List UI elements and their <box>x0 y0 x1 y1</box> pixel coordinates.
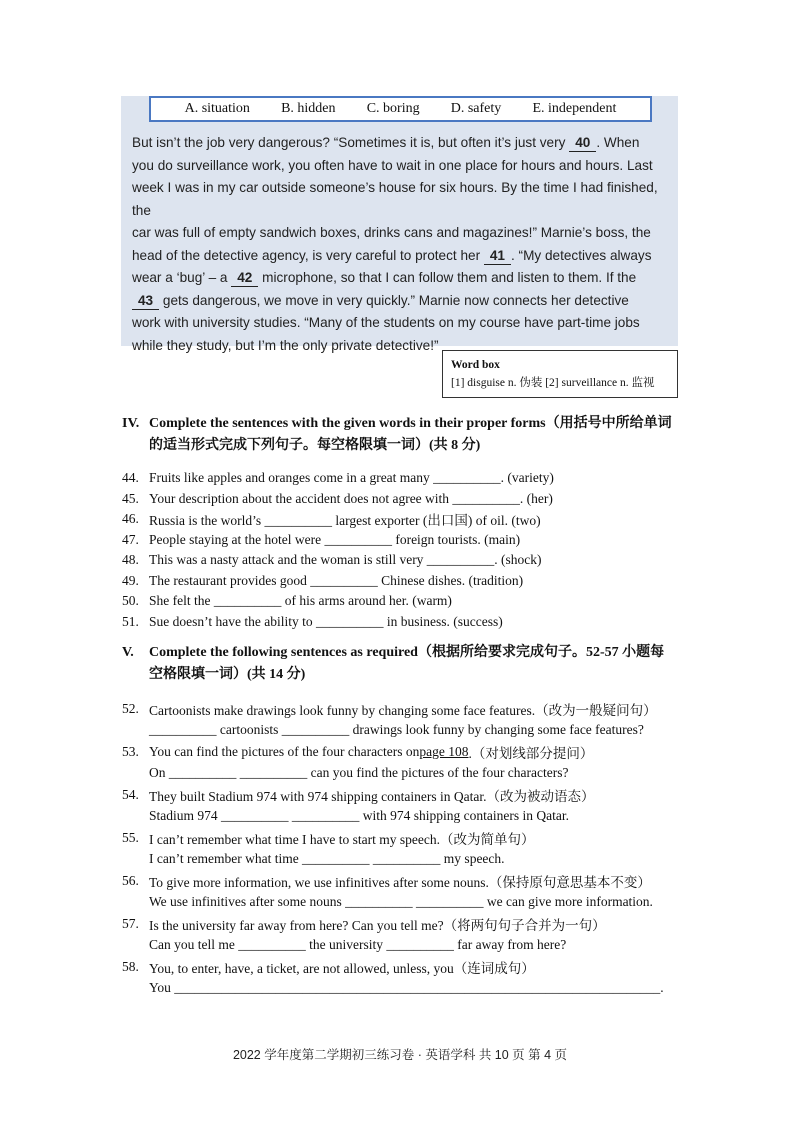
question-44[interactable]: 44. Fruits like apples and oranges come in a great many __________. (variety) <box>122 470 554 486</box>
word-box-entries: [1] disguise n. 伪装 [2] surveillance n. 监视 <box>451 377 655 389</box>
reading-passage <box>132 132 672 357</box>
answer-line-55[interactable]: I can’t remember what time __________ __________ my speech. <box>149 851 505 867</box>
question-54: 54. They built Stadium 974 with 974 shipping containers in Qatar.（改为被动语态） <box>122 786 595 804</box>
question-49[interactable]: 49. The restaurant provides good __________ Chinese dishes. (tradition) <box>122 572 524 588</box>
answer-options-box <box>149 96 652 122</box>
question-56: 56. To give more information, we use infinitives after some nouns.（保持原句意思基本不变） <box>122 872 651 890</box>
passage-line: wear a ‘bug’ – a 42 microphone, so that I can follow them and listen to them. If the <box>132 270 637 285</box>
underlined-phrase: page 108 <box>419 743 469 759</box>
passage-line: car was full of empty sandwich boxes, drinks cans and magazines!” Marnie’s boss, the <box>132 225 651 240</box>
answer-line-52[interactable]: __________ cartoonists __________ drawings look funny by changing some face features? <box>149 722 644 738</box>
word-box <box>442 350 678 398</box>
question-46[interactable]: 46. Russia is the world’s __________ largest exporter (出口国) of oil. (two) <box>122 511 541 529</box>
passage-line: 43 gets dangerous, we move in very quickly.” Marnie now connects her detective <box>132 290 672 313</box>
question-52: 52. Cartoonists make drawings look funny by changing some face features.（改为一般疑问句） <box>122 700 657 718</box>
question-50[interactable]: 50. She felt the __________ of his arms around her. (warm) <box>122 593 452 609</box>
passage-line: work with university studies. “Many of the students on my course have part-time jobs <box>132 315 640 330</box>
option-c: C. boring <box>366 101 420 116</box>
blank-41[interactable]: 41 <box>484 248 511 265</box>
option-e: E. independent <box>532 101 617 116</box>
answer-line-53[interactable]: On __________ __________ can you find the pictures of the four characters? <box>149 765 569 781</box>
question-51[interactable]: 51. Sue doesn’t have the ability to __________ in business. (success) <box>122 613 503 629</box>
option-d: D. safety <box>450 101 502 116</box>
blank-40[interactable]: 40 <box>569 135 596 152</box>
answer-line-56[interactable]: We use infinitives after some nouns __________ __________ we can give more information. <box>149 894 653 910</box>
question-57: 57. Is the university far away from here? Can you tell me?（将两句句子合并为一句） <box>122 915 606 933</box>
passage-line: But isn’t the job very dangerous? “Sometimes it is, but often it’s just very 40 . When <box>132 135 640 150</box>
section-iv-number: IV. <box>122 416 140 431</box>
blank-43[interactable]: 43 <box>132 293 159 310</box>
passage-line: week I was in my car outside someone’s house for six hours. By the time I had finished, the <box>132 180 658 218</box>
question-53: 53. You can find the pictures of the four characters on page 108 .（对划线部分提问） <box>122 743 594 761</box>
passage-line: while they study, but I’m the only private detective!” <box>132 337 439 353</box>
question-45[interactable]: 45. Your description about the accident does not agree with __________. (her) <box>122 490 553 506</box>
page-footer: 2022 学年度第二学期初三练习卷 · 英语学科 共 10 页 第 4 页 <box>232 1048 568 1062</box>
question-58: 58. You, to enter, have, a ticket, are not allowed, unless, you（连词成句） <box>122 958 535 976</box>
passage-line: you do surveillance work, you often have to wait in one place for hours and hours. Last <box>132 157 653 173</box>
answer-line-58[interactable]: You ________________________________________________________________________. <box>149 980 664 996</box>
section-v-questions <box>122 698 664 999</box>
section-v-heading: V. Complete the following sentences as required（根据所给要求完成句子。52-57 小题每 空格限填一词）(共 14 分) <box>122 642 664 686</box>
passage-line: head of the detective agency, is very careful to protect her 41 . “My detectives always <box>132 247 652 263</box>
question-55: 55. I can’t remember what time I have to start my speech.（改为简单句） <box>122 829 535 847</box>
option-a: A. situation <box>184 101 250 116</box>
question-48[interactable]: 48. This was a nasty attack and the woman is still very __________. (shock) <box>122 552 542 568</box>
section-v-number: V. <box>122 645 134 660</box>
word-box-title: Word box <box>451 359 500 371</box>
blank-42[interactable]: 42 <box>231 270 258 287</box>
answer-line-57[interactable]: Can you tell me __________ the university __________ far away from here? <box>149 937 567 953</box>
question-47[interactable]: 47. People staying at the hotel were __________ foreign tourists. (main) <box>122 531 521 547</box>
section-iv-heading: IV. Complete the sentences with the given words in their proper forms（用括号中所给单词 的适当形式完成下列句子。每空格限填一词）(共 8 分) <box>122 413 672 457</box>
answer-line-54[interactable]: Stadium 974 __________ __________ with 974 shipping containers in Qatar. <box>149 808 569 824</box>
section-iv-questions <box>122 468 554 632</box>
option-b: B. hidden <box>281 101 336 116</box>
